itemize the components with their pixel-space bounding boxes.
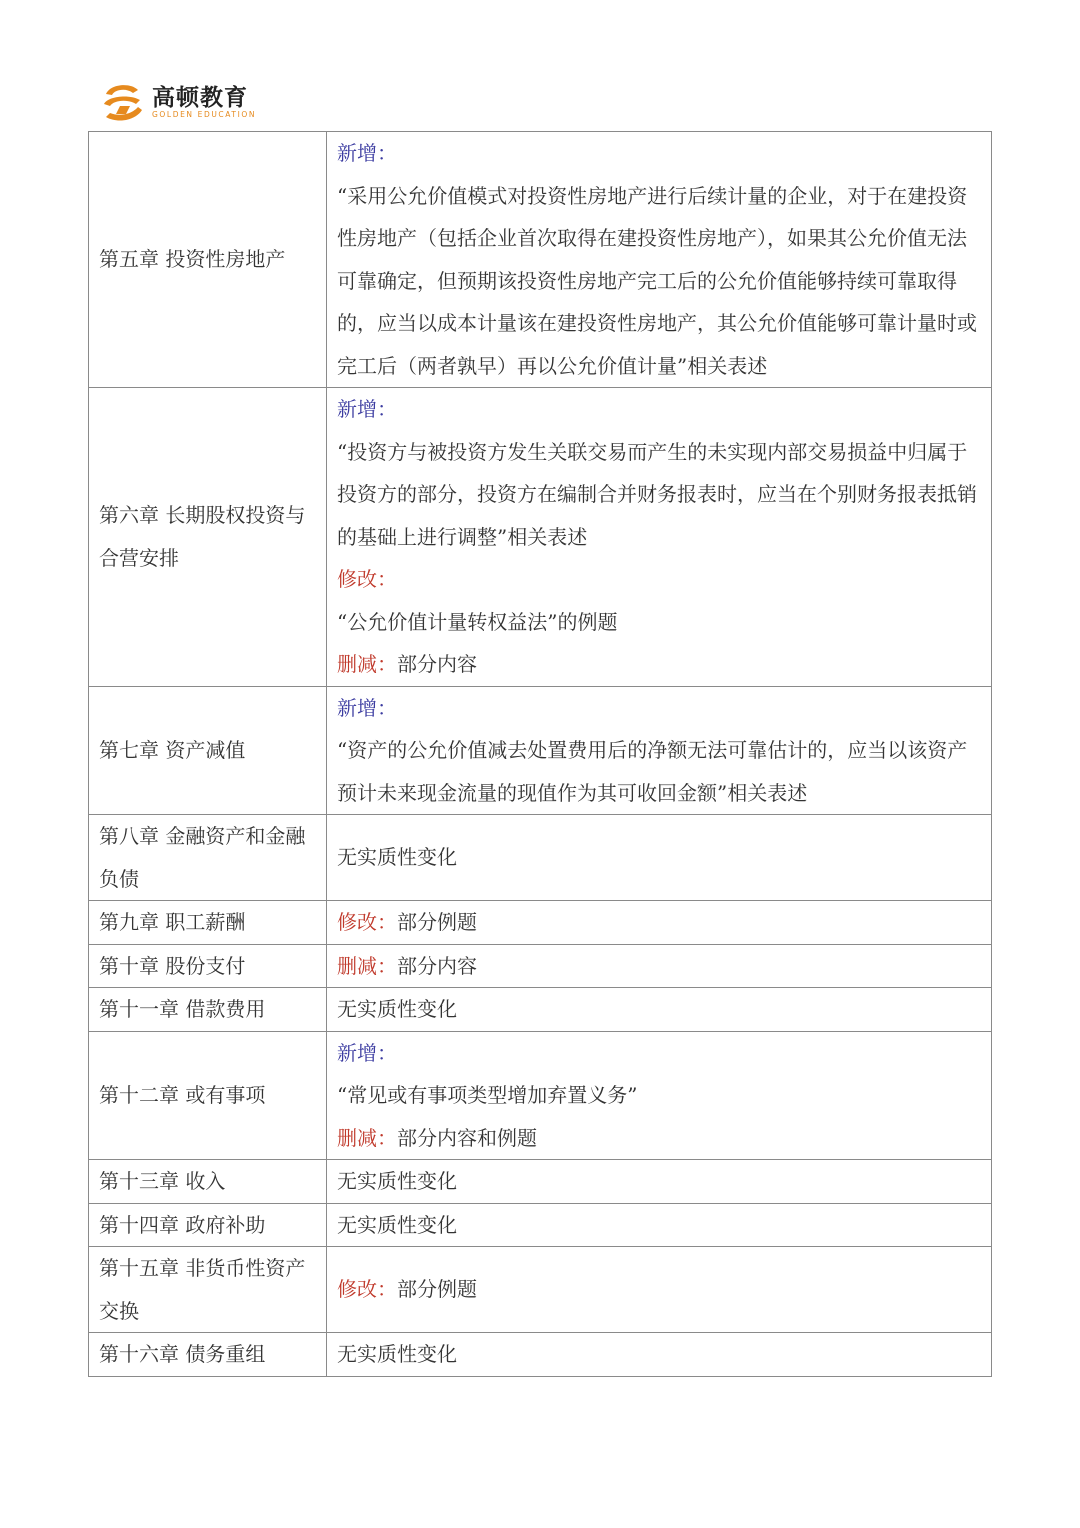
table-row (89, 988, 992, 1032)
change-cell (327, 388, 992, 687)
table-row (89, 901, 992, 945)
chapter-cell: 第十二章 或有事项 (89, 1031, 327, 1160)
golden-education-logo-icon (100, 80, 146, 126)
table-row (89, 686, 992, 815)
change-summary: 部分内容和例题 (397, 1125, 537, 1150)
change-cell (327, 1247, 992, 1333)
table-row (89, 1333, 992, 1377)
change-line (337, 1333, 981, 1376)
change-description: “投资方与被投资方发生关联交易而产生的未实现内部交易损益中归属于投资方的部分，投资方在编制合并财务报表时，应当在个别财务报表抵销的基础上进行调整”相关表述 (337, 439, 977, 549)
change-description: “资产的公允价值减去处置费用后的净额无法可靠估计的，应当以该资产预计未来现金流量的现值作为其可收回金额”相关表述 (337, 738, 968, 805)
chapter-cell: 第九章 职工薪酬 (89, 901, 327, 945)
chapter-cell: 第十四章 政府补助 (89, 1203, 327, 1247)
change-summary: 无实质性变化 (337, 1169, 457, 1193)
change-line (337, 988, 981, 1031)
change-type-label: 新增： (337, 1040, 397, 1065)
change-summary: 无实质性变化 (337, 997, 457, 1021)
table-row (89, 1160, 992, 1204)
logo (100, 78, 256, 128)
logo-tagline: GOLDEN EDUCATION (152, 110, 257, 119)
chapter-cell: 第十五章 非货币性资产交换 (89, 1247, 327, 1333)
change-cell (327, 132, 992, 388)
change-line (337, 1160, 981, 1203)
table-row (89, 1247, 992, 1333)
change-cell (327, 815, 992, 901)
change-line (337, 643, 981, 686)
change-description: “采用公允价值模式对投资性房地产进行后续计量的企业，对于在建投资性房地产（包括企业首次取得在建投资性房地产），如果其公允价值无法可靠确定，但预期该投资性房地产完工后的公允价值能够持续可靠取得的，应当以成本计量该在建投资性房地产，其公允价值能够可靠计量时或完工后（两者孰早）再以公允价值计量”相关表述 (337, 183, 977, 378)
table-row (89, 815, 992, 901)
change-cell (327, 686, 992, 815)
change-line (337, 1032, 981, 1075)
change-summary: 无实质性变化 (337, 1212, 457, 1237)
change-cell (327, 988, 992, 1032)
change-cell (327, 1031, 992, 1160)
table-row (89, 388, 992, 687)
change-description: “常见或有事项类型增加弃置义务” (337, 1083, 638, 1107)
chapter-cell: 第八章 金融资产和金融负债 (89, 815, 327, 901)
change-type-label: 删减： (337, 1125, 397, 1150)
change-type-label: 新增： (337, 695, 397, 720)
change-type-label: 修改： (337, 910, 397, 934)
chapter-cell: 第十三章 收入 (89, 1160, 327, 1204)
change-summary: 无实质性变化 (337, 1342, 457, 1366)
chapter-cell: 第六章 长期股权投资与合营安排 (89, 388, 327, 687)
change-type-label: 新增： (337, 141, 397, 165)
change-type-label: 删减： (337, 652, 397, 676)
change-line (337, 1268, 981, 1311)
change-type-label: 新增： (337, 397, 397, 421)
change-line (337, 901, 981, 944)
change-line (337, 558, 981, 601)
table-row (89, 132, 992, 388)
table-row (89, 1203, 992, 1247)
logo-name: 高顿教育 (152, 85, 248, 111)
change-type-label: 修改： (337, 567, 397, 591)
change-cell (327, 1333, 992, 1377)
change-line (337, 388, 981, 431)
chapter-cell: 第十章 股份支付 (89, 944, 327, 988)
change-line (337, 945, 981, 988)
change-summary: 部分内容 (397, 652, 477, 676)
change-cell (327, 944, 992, 988)
change-summary: 部分例题 (397, 1277, 477, 1302)
change-type-label: 删减： (337, 953, 397, 978)
change-summary: 部分例题 (397, 910, 477, 934)
change-description: “公允价值计量转权益法”的例题 (337, 609, 618, 634)
change-summary: 部分内容 (397, 953, 477, 978)
table-row (89, 944, 992, 988)
chapter-cell: 第十一章 借款费用 (89, 988, 327, 1032)
change-line (337, 1204, 981, 1247)
change-type-label: 修改： (337, 1277, 397, 1302)
change-line (337, 132, 981, 175)
changes-table (88, 131, 992, 1377)
chapter-cell: 第十六章 债务重组 (89, 1333, 327, 1377)
chapter-cell: 第五章 投资性房地产 (89, 132, 327, 388)
change-line (337, 687, 981, 730)
change-cell (327, 1203, 992, 1247)
change-summary: 无实质性变化 (337, 845, 457, 870)
change-line (337, 1117, 981, 1160)
change-cell (327, 901, 992, 945)
change-line (337, 836, 981, 879)
table-row (89, 1031, 992, 1160)
chapter-cell: 第七章 资产减值 (89, 686, 327, 815)
change-cell (327, 1160, 992, 1204)
